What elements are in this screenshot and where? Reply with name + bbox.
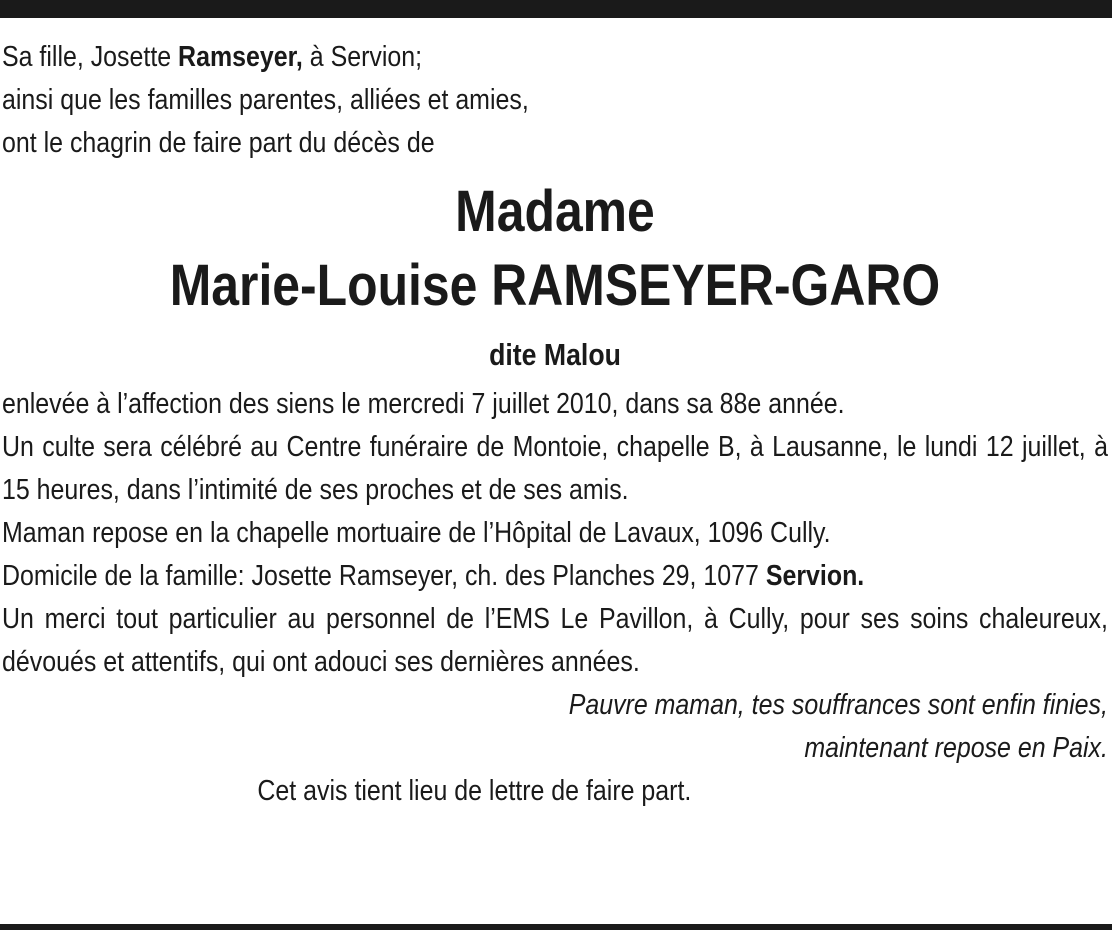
family-address-town: Servion.: [765, 560, 865, 592]
service-paragraph: Un culte sera célébré au Centre funéraire de Montoie, chapelle B, à Lausanne, le lundi 12 juillet, à 15 heures, dans l’intimité de ses proches et de ses amis.: [2, 431, 1108, 506]
epitaph-line-1: Pauvre maman, tes souffrances sont enfin finies,: [568, 689, 1108, 721]
family-address-text: Domicile de la famille: Josette Ramseyer, ch. des Planches 29, 1077: [2, 560, 766, 592]
intro-text-location: à Servion;: [302, 41, 423, 73]
intro-block: [2, 36, 1108, 165]
deceased-full-name: Marie-Louise RAMSEYER-GARO: [169, 253, 941, 318]
death-date-paragraph: enlevée à l’affection des siens le mercredi 7 juillet 2010, dans sa 88e année.: [2, 388, 845, 420]
notice-content: [2, 36, 1108, 813]
intro-text: Sa fille, Josette: [2, 41, 179, 73]
intro-line-family: [2, 36, 1108, 79]
deceased-nickname: dite Malou: [489, 337, 621, 372]
notice-body: [2, 383, 1108, 684]
daughter-surname: Ramseyer,: [178, 41, 303, 73]
thanks-paragraph: Un merci tout particulier au personnel de l’EMS Le Pavillon, à Cully, pour ses soins chaleureux, dévoués et attentifs, qui ont adouci ses dernières années.: [2, 603, 1108, 678]
family-address-paragraph: [2, 555, 1108, 598]
intro-line-announcement: ont le chagrin de faire part du décès de: [2, 127, 435, 159]
repose-paragraph: Maman repose en la chapelle mortuaire de l’Hôpital de Lavaux, 1096 Cully.: [2, 517, 831, 549]
epitaph: [2, 684, 1108, 770]
bottom-border-rule: [0, 924, 1112, 930]
epitaph-line-2: maintenant repose en Paix.: [804, 732, 1108, 764]
intro-line-relatives: ainsi que les familles parentes, alliées et amies,: [2, 84, 529, 116]
deceased-name-block: [2, 175, 1108, 377]
honorific-title: Madame: [455, 179, 655, 244]
top-border-rule: [0, 0, 1112, 18]
closing-statement: Cet avis tient lieu de lettre de faire part.: [257, 775, 692, 807]
